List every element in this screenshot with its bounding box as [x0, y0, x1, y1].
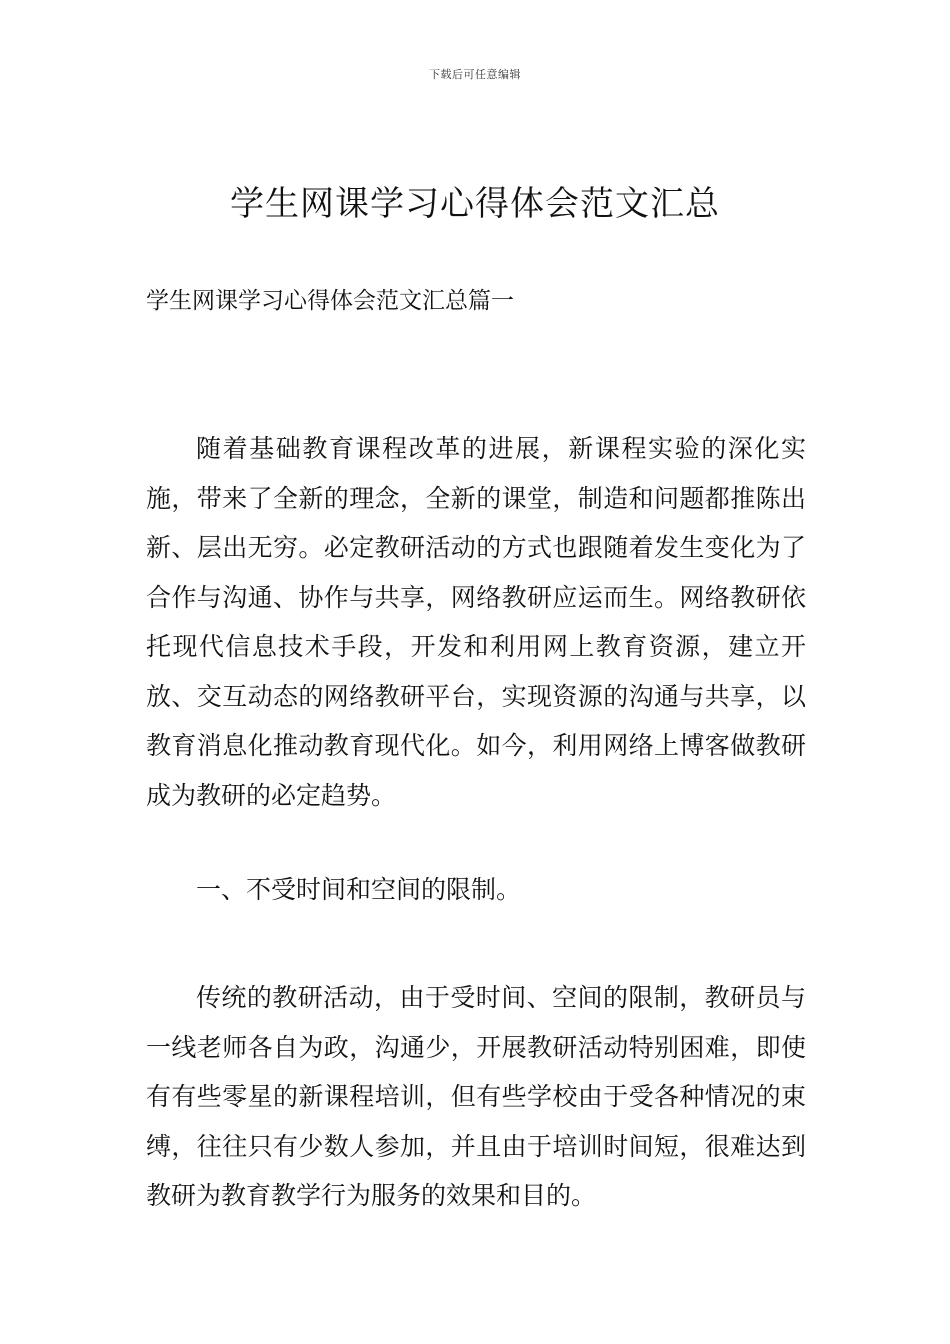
paragraph-2: 传统的教研活动，由于受时间、空间的限制，教研员与一线老师各自为政，沟通少，开展教研活动特别困难，即使有有些零星的新课程培训，但有些学校由于受各种情况的束缚，往往只有少数人参加，并且由于培训时间短，很难达到教研为教育教学行为服务的效果和目的。 [146, 983, 806, 1210]
header-note: 下载后可任意编辑 [429, 68, 521, 81]
paragraph-1: 随着基础教育课程改革的进展，新课程实验的深化实施，带来了全新的理念，全新的课堂，制造和问题都推陈出新、层出无穷。必定教研活动的方式也跟随着发生变化为了合作与沟通、协作与共享，网络教研应运而生。网络教研依托现代信息技术手段，开发和利用网上教育资源，建立开放、交互动态的网络教研平台，实现资源的沟通与共享，以教育消息化推动教育现代化。如今，利用网络上博客做教研成为教研的必定趋势。 [146, 434, 806, 810]
section-heading-1: 一、不受时间和空间的限制。 [196, 875, 522, 904]
document-title: 学生网课学习心得体会范文汇总 [230, 184, 720, 224]
section-subtitle: 学生网课学习心得体会范文汇总篇一 [146, 288, 514, 314]
